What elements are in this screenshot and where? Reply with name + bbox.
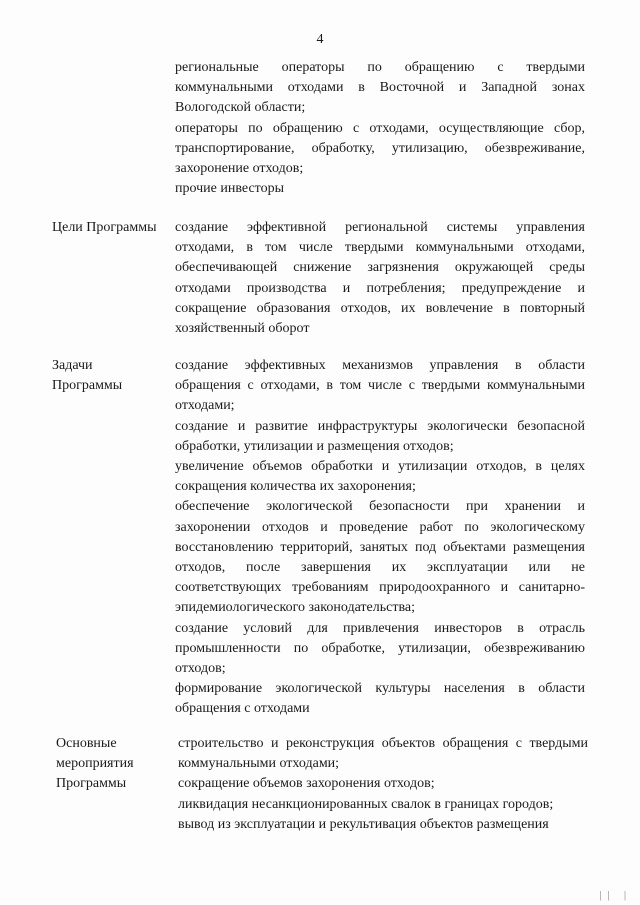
section-label: Задачи Программы <box>52 358 123 393</box>
paragraph: строительство и реконструкция объектов обращения с твердыми коммунальными отходами; <box>178 736 588 772</box>
section-label: Основные мероприятия Программы <box>56 736 134 791</box>
scan-marks: || | <box>599 890 632 901</box>
paragraph: создание и развитие инфраструктуры экологически безопасной обработки, утилизации и размещения отходов; <box>175 418 585 454</box>
paragraph: операторы по обращению с отходами, осуществляющие сбор, транспортирование, обработку, утилизацию, обезвреживание, захоронение отходов; <box>175 120 585 177</box>
paragraph: прочие инвесторы <box>175 181 285 197</box>
paragraph: обеспечение экологической безопасности при хранении и захоронении отходов и проведение работ по экологическому восстановлению территорий, занятых под объектами размещения отходов, после завершения их эксплуатации или не соответствующих требованиям природоохранного и санитарно-эпидемиологического законодательства; <box>175 499 585 616</box>
section-label: Цели Программы <box>52 220 157 235</box>
paragraph: региональные операторы по обращению с твердыми коммунальными отходами в Восточной и Западной зонах Вологодской области; <box>175 60 585 116</box>
section-content <box>175 356 585 720</box>
section-content <box>178 734 588 835</box>
paragraph: формирование экологической культуры населения в области обращения с отходами <box>175 681 585 717</box>
paragraph: создание условий для привлечения инвесторов в отрасль промышленности по обработке, утилизации, обезвреживанию отходов; <box>175 620 585 677</box>
paragraph: сокращение объемов захоронения отходов; <box>178 776 435 792</box>
paragraph: создание эффективной региональной системы управления отходами, в том числе твердыми коммунальными отходами, обеспечивающей снижение загрязнения окружающей среды отходами производства и потребления; предупреждение и сокращение образования отходов, их вовлечение в повторный хозяйственный оборот <box>175 220 585 337</box>
section-content <box>175 58 585 199</box>
paragraph: вывод из эксплуатации и рекультивация объектов размещения <box>178 816 549 832</box>
page-number: 4 <box>316 32 324 47</box>
paragraph: увеличение объемов обработки и утилизации отходов, в целях сокращения количества их захоронения; <box>175 459 585 495</box>
paragraph: создание эффективных механизмов управления в области обращения с отходами, в том числе с твердыми коммунальными отходами; <box>175 358 585 414</box>
paragraph: ликвидация несанкционированных свалок в границах городов; <box>178 796 554 812</box>
section-content <box>175 218 585 339</box>
